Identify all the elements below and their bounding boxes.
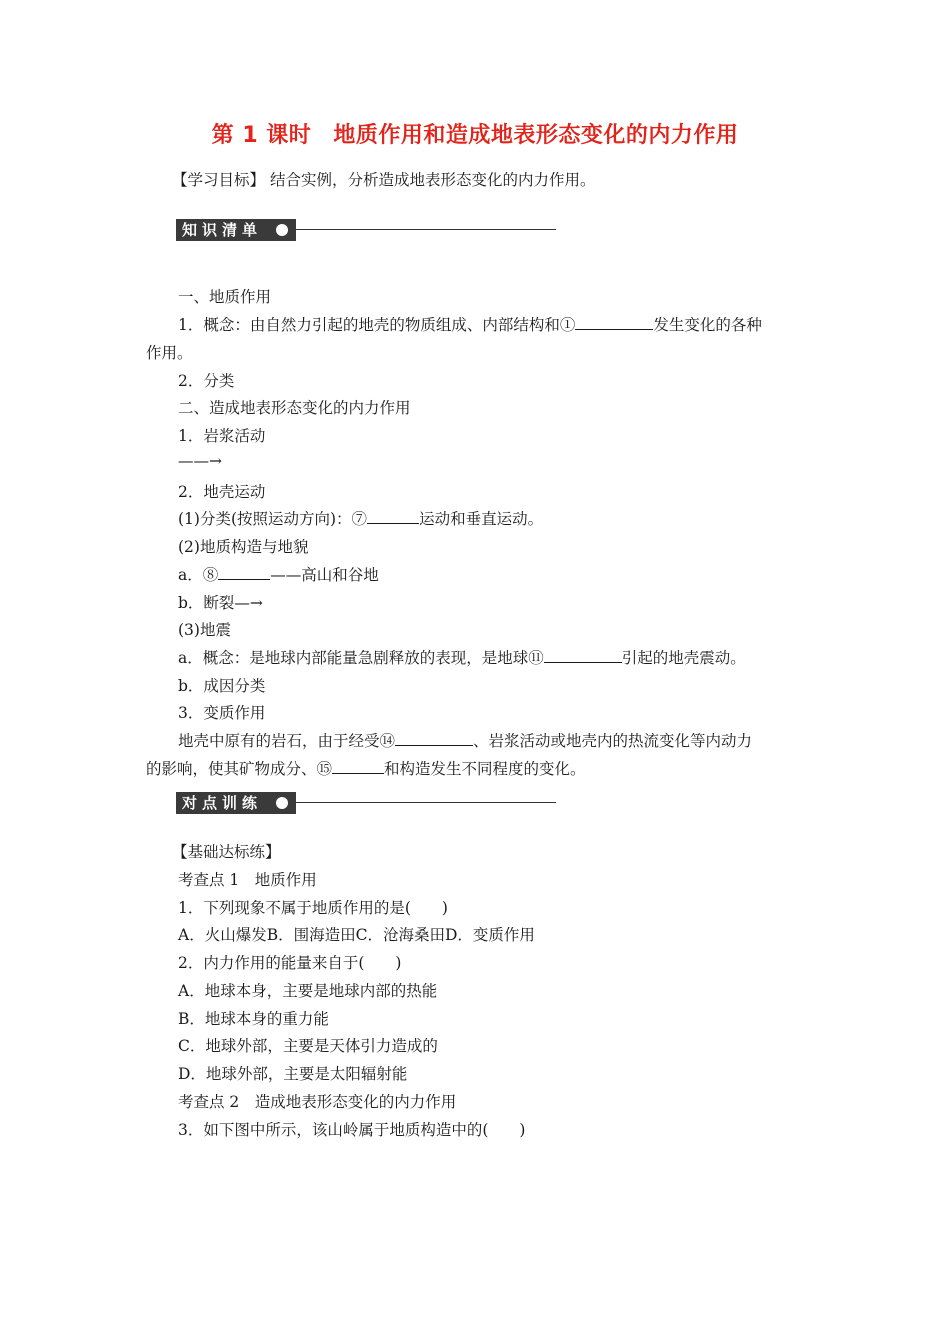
text-line: 二、造成地表形态变化的内力作用: [178, 399, 411, 417]
bullet-dot-icon: [276, 224, 288, 236]
section-tag: 对点训练: [176, 792, 296, 814]
objective-text: 结合实例，分析造成地表形态变化的内力作用。: [269, 171, 596, 189]
bullet-dot-icon: [276, 797, 288, 809]
title-lesson-number: 第 1 课时: [211, 123, 312, 148]
answer-option: B．地球本身的重力能: [178, 1010, 329, 1028]
section-tag: 知识清单: [176, 219, 296, 241]
text-line: a．⑧ ——高山和谷地: [178, 566, 379, 584]
page-title: [0, 118, 950, 149]
text-line: 1．概念：由自然力引起的地壳的物质组成、内部结构和① 发生变化的各种: [178, 316, 762, 334]
section-header-practice: [176, 792, 556, 818]
topic-label: 考查点 1 地质作用: [178, 871, 317, 889]
text-line: 3．变质作用: [178, 704, 266, 722]
text-line: b．成因分类: [178, 677, 266, 695]
answer-blank: [395, 731, 473, 746]
text-line: 2．地壳运动: [178, 483, 266, 501]
answer-blank: [367, 509, 419, 524]
question-text: 3．如下图中所示，该山岭属于地质构造中的( ): [178, 1121, 526, 1139]
answer-blank: [544, 648, 622, 663]
title-text: 地质作用和造成地表形态变化的内力作用: [333, 123, 739, 148]
section-divider: [296, 802, 556, 803]
text-line: 2．分类: [178, 372, 235, 390]
answer-option: C．地球外部，主要是天体引力造成的: [178, 1037, 438, 1055]
answer-option: A．地球本身，主要是地球内部的热能: [178, 982, 438, 1000]
text-line: 作用。: [146, 344, 193, 362]
answer-blank: [218, 565, 270, 580]
section-divider: [296, 229, 556, 230]
answer-option: D．地球外部，主要是太阳辐射能: [178, 1065, 408, 1083]
text-line: 一、地质作用: [178, 288, 272, 306]
question-text: 2．内力作用的能量来自于( ): [178, 954, 402, 972]
arrow-line: ——→: [178, 452, 222, 470]
text-line: 1．岩浆活动: [178, 427, 266, 445]
learning-objective: [172, 168, 595, 190]
answer-blank: [575, 315, 653, 330]
text-line: b．断裂—→: [178, 594, 263, 612]
topic-label: 考查点 2 造成地表形态变化的内力作用: [178, 1093, 457, 1111]
text-line: 地壳中原有的岩石，由于经受⑭ 、岩浆活动或地壳内的热流变化等内动力: [178, 732, 753, 750]
question-text: 1．下列现象不属于地质作用的是( ): [178, 899, 448, 917]
subsection-label: 【基础达标练】: [172, 843, 281, 861]
text-line: a．概念：是地球内部能量急剧释放的表现，是地球⑪ 引起的地壳震动。: [178, 649, 746, 667]
text-line: (3)地震: [178, 621, 231, 639]
text-line: (2)地质构造与地貌: [178, 538, 309, 556]
text-line: (1)分类(按照运动方向)：⑦ 运动和垂直运动。: [178, 510, 544, 528]
text-line: 的影响，使其矿物成分、⑮ 和构造发生不同程度的变化。: [146, 760, 586, 778]
answer-options: A．火山爆发B．围海造田C．沧海桑田D．变质作用: [178, 926, 535, 944]
section-header-knowledge: [176, 219, 556, 245]
objective-label: 【学习目标】: [172, 171, 266, 189]
answer-blank: [332, 759, 384, 774]
